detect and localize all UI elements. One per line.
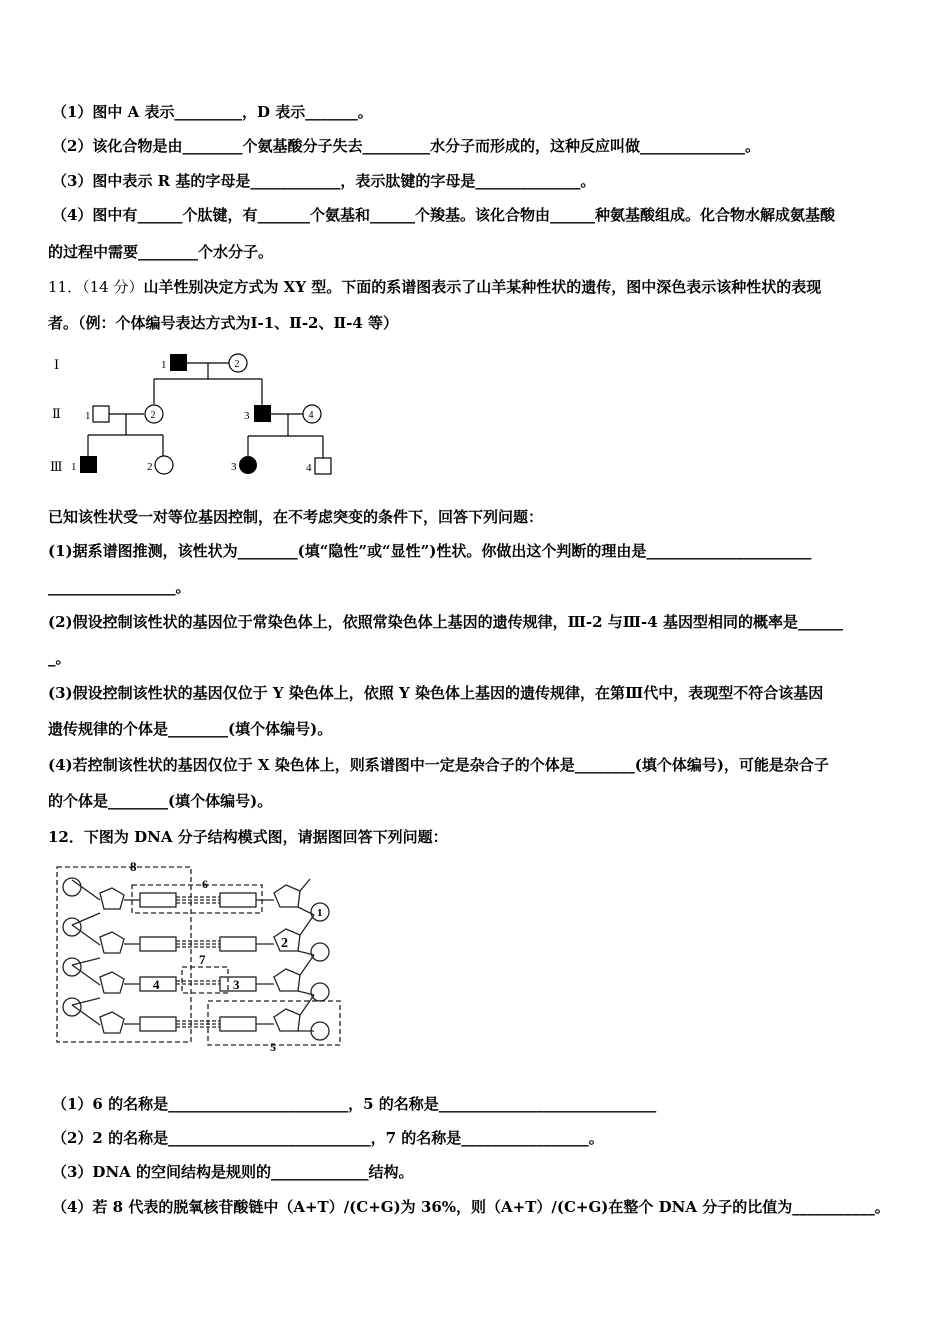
gen-label-1: Ⅰ	[54, 357, 60, 372]
q11-sub-3-cont: 遗传规律的个体是________(填个体编号)。	[48, 720, 333, 738]
q11-sub-2-cont: _。	[48, 649, 71, 667]
id-III-3: 3	[231, 461, 237, 473]
q11-intro-text: 山羊性别决定方式为 XY 型。下面的系谱图表示了山羊某种性状的遗传，图中深色表示该种性状的表现	[143, 278, 822, 296]
label-8: 8	[130, 859, 137, 874]
q11-sub-1-cont: _________________。	[48, 578, 191, 596]
q11-sub-3: (3)假设控制该性状的基因仅位于 Y 染色体上，依照 Y 染色体上基因的遗传规律，在第Ⅲ代中，表现型不符合该基因	[48, 684, 824, 702]
q10-item-3: （3）图中表示 R 基的字母是____________，表示肽键的字母是______________。	[52, 172, 596, 190]
q10-item-1: （1）图中 A 表示_________，D 表示_______。	[52, 103, 373, 121]
pedigree-chart	[40, 345, 350, 485]
q11-sub-4: (4)若控制该性状的基因仅位于 X 染色体上，则系谱图中一定是杂合子的个体是________(填个体编号)，可能是杂合子	[48, 756, 829, 774]
q10-item-4-cont: 的过程中需要________个水分子。	[48, 243, 274, 261]
id-III-4: 4	[306, 462, 312, 474]
individual-I-1-affected-male	[170, 354, 187, 371]
q11-sub-1: (1)据系谱图推测，该性状为________(填“隐性”或“显性”)性状。你做出这个判断的理由是______________________	[48, 542, 812, 560]
q11-number: 11．（14 分）	[48, 278, 144, 296]
id-III-2: 2	[147, 461, 153, 473]
q11-sub-4-cont: 的个体是________(填个体编号)。	[48, 792, 273, 810]
id-II-4: 4	[308, 410, 314, 421]
label-4: 4	[153, 977, 160, 992]
id-I-2: 2	[234, 359, 240, 370]
q12-item-1: （1）6 的名称是________________________，5 的名称是_____________________________	[52, 1095, 657, 1113]
q12-item-2: （2）2 的名称是___________________________，7 的名称是_________________。	[52, 1129, 604, 1147]
q11-known: 已知该性状受一对等位基因控制，在不考虑突变的条件下，回答下列问题：	[48, 508, 544, 526]
label-3: 3	[233, 977, 240, 992]
individual-II-1-male	[93, 406, 109, 422]
id-II-3: 3	[244, 410, 250, 422]
dna-structure-diagram	[52, 855, 352, 1055]
q12-item-3: （3）DNA 的空间结构是规则的_____________结构。	[52, 1163, 414, 1181]
q12-intro: 12．下图为 DNA 分子结构模式图，请据图回答下列问题：	[48, 828, 448, 846]
id-II-2: 2	[150, 410, 156, 421]
label-7: 7	[199, 952, 206, 967]
q11-intro-cont: 者。（例：个体编号表达方式为Ⅰ-1、Ⅱ-2、Ⅱ-4 等）	[48, 314, 399, 332]
q11-sub-2: (2)假设控制该性状的基因位于常染色体上，依照常染色体上基因的遗传规律，Ⅲ-2 与Ⅲ-4 基因型相同的概率是______	[48, 613, 843, 631]
label-6: 6	[202, 877, 208, 891]
label-5: 5	[270, 1040, 276, 1054]
id-I-1: 1	[161, 359, 167, 371]
gen-label-2: Ⅱ	[52, 406, 61, 421]
individual-III-1-affected-male	[80, 456, 97, 473]
id-II-1: 1	[85, 410, 91, 422]
individual-II-3-affected-male	[254, 405, 271, 422]
q12-item-4: （4）若 8 代表的脱氧核苷酸链中（A+T）/(C+G)为 36%，则（A+T）/(C+G)在整个 DNA 分子的比值为___________。	[52, 1198, 890, 1216]
id-III-1: 1	[71, 461, 77, 473]
individual-III-3-affected-female	[239, 456, 257, 474]
individual-III-4-male	[315, 458, 331, 474]
label-2: 2	[281, 936, 288, 951]
q11-intro	[48, 277, 821, 297]
q10-item-2: （2）该化合物是由________个氨基酸分子失去_________水分子而形成的，这种反应叫做______________。	[52, 137, 760, 155]
gen-label-3: Ⅲ	[50, 459, 63, 474]
q10-item-4: （4）图中有______个肽键，有_______个氨基和______个羧基。该化合物由______种氨基酸组成。化合物水解成氨基酸	[52, 206, 835, 224]
individual-III-2-female	[155, 456, 173, 474]
label-1: 1	[317, 907, 323, 919]
